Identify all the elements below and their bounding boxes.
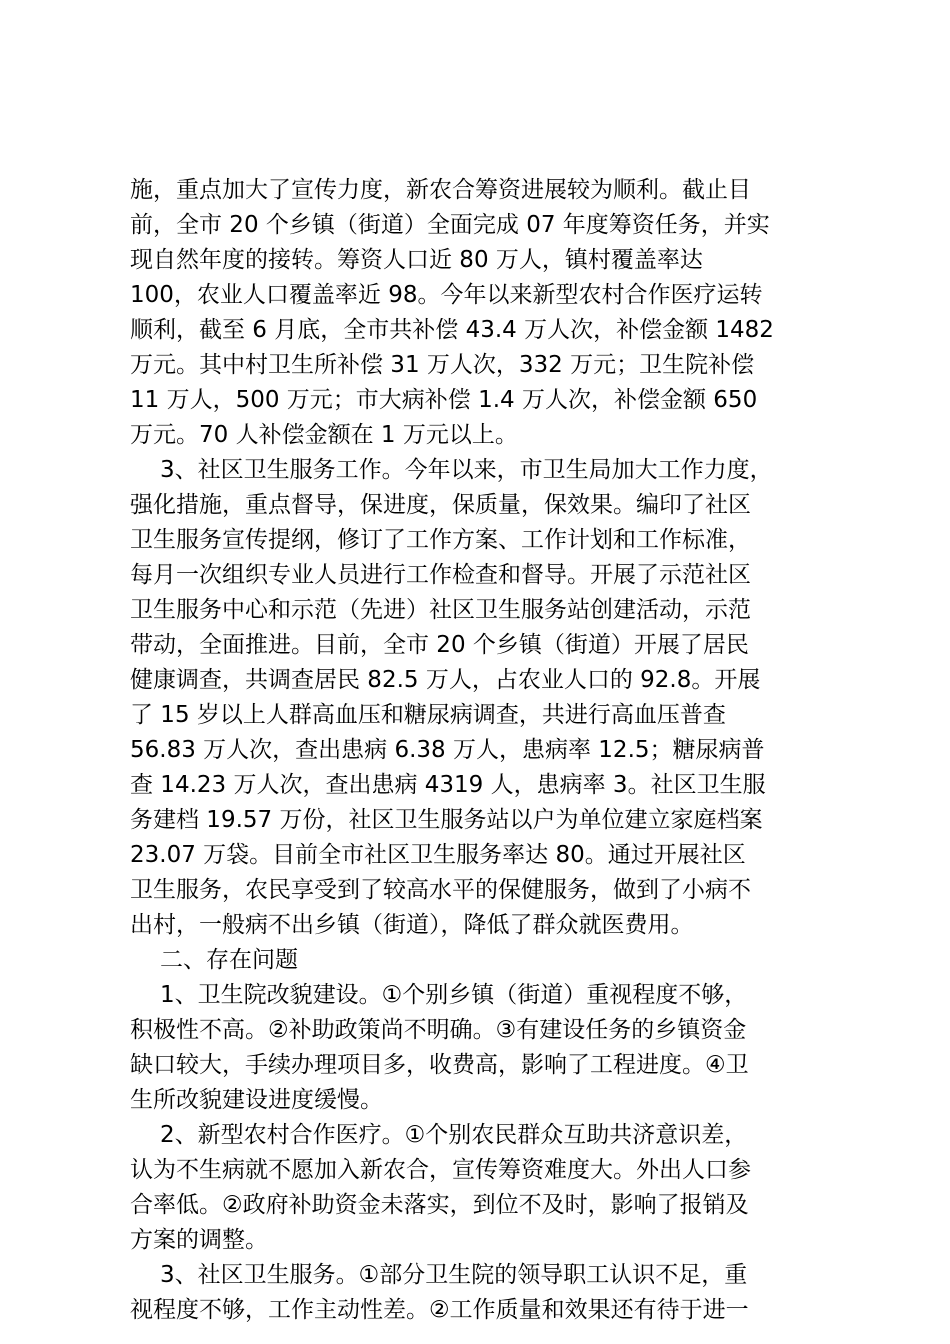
text-line-16: 了 15 岁以上人群高血压和糖尿病调查，共进行高血压普查 — [130, 702, 726, 728]
text-line-1: 施，重点加大了宣传力度，新农合筹资进展较为顺利。截止目 — [130, 177, 751, 203]
text-line-25: 积极性不高。②补助政策尚不明确。③有建设任务的乡镇资金 — [130, 1017, 747, 1043]
text-line-15: 健康调查，共调查居民 82.5 万人，占农业人口的 92.8。开展 — [130, 667, 761, 693]
text-line-13: 卫生服务中心和示范（先进）社区卫生服务站创建活动，示范 — [130, 597, 751, 623]
text-line-7: 11 万人，500 万元；市大病补偿 1.4 万人次，补偿金额 650 — [130, 387, 758, 413]
text-line-31: 方案的调整。 — [130, 1227, 268, 1253]
section-heading-problems: 二、存在问题 — [160, 947, 298, 973]
text-line-17: 56.83 万人次，查出患病 6.38 万人，患病率 12.5；糖尿病普 — [130, 737, 765, 763]
text-line-2: 前，全市 20 个乡镇（街道）全面完成 07 年度筹资任务，并实 — [130, 212, 770, 238]
text-line-26: 缺口较大，手续办理项目多，收费高，影响了工程进度。④卫 — [130, 1052, 749, 1078]
text-line-5: 顺利，截至 6 月底，全市共补偿 43.4 万人次，补偿金额 1482 — [130, 317, 774, 343]
text-line-6: 万元。其中村卫生所补偿 31 万人次，332 万元；卫生院补偿 — [130, 352, 755, 378]
text-line-8: 万元。70 人补偿金额在 1 万元以上。 — [130, 422, 518, 448]
text-line-20: 23.07 万袋。目前全市社区卫生服务率达 80。通过开展社区 — [130, 842, 746, 868]
text-line-11: 卫生服务宣传提纲，修订了工作方案、工作计划和工作标准， — [130, 527, 751, 553]
problem-1-heading-line: 1、卫生院改貌建设。①个别乡镇（街道）重视程度不够， — [160, 982, 748, 1008]
section-3-heading-line: 3、社区卫生服务工作。今年以来，市卫生局加大工作力度， — [160, 457, 773, 483]
text-line-33: 视程度不够，工作主动性差。②工作质量和效果还有待于进一 — [130, 1297, 749, 1323]
text-line-14: 带动，全面推进。目前，全市 20 个乡镇（街道）开展了居民 — [130, 632, 749, 658]
text-line-27: 生所改貌建设进度缓慢。 — [130, 1087, 383, 1113]
text-line-19: 务建档 19.57 万份，社区卫生服务站以户为单位建立家庭档案 — [130, 807, 763, 833]
problem-3-heading-line: 3、社区卫生服务。①部分卫生院的领导职工认识不足，重 — [160, 1262, 748, 1288]
text-line-12: 每月一次组织专业人员进行工作检查和督导。开展了示范社区 — [130, 562, 751, 588]
text-line-29: 认为不生病就不愿加入新农合，宣传筹资难度大。外出人口参 — [130, 1157, 751, 1183]
text-line-22: 出村，一般病不出乡镇（街道），降低了群众就医费用。 — [130, 912, 694, 938]
problem-2-heading-line: 2、新型农村合作医疗。①个别农民群众互助共济意识差， — [160, 1122, 748, 1148]
body-text — [130, 173, 830, 1328]
text-line-10: 强化措施，重点督导，保进度，保质量，保效果。编印了社区 — [130, 492, 751, 518]
text-line-30: 合率低。②政府补助资金未落实，到位不及时，影响了报销及 — [130, 1192, 749, 1218]
text-line-18: 查 14.23 万人次，查出患病 4319 人，患病率 3。社区卫生服 — [130, 772, 766, 798]
text-line-4: 100，农业人口覆盖率近 98。今年以来新型农村合作医疗运转 — [130, 282, 763, 308]
text-line-3: 现自然年度的接转。筹资人口近 80 万人，镇村覆盖率达 — [130, 247, 703, 273]
text-line-21: 卫生服务，农民享受到了较高水平的保健服务，做到了小病不 — [130, 877, 751, 903]
